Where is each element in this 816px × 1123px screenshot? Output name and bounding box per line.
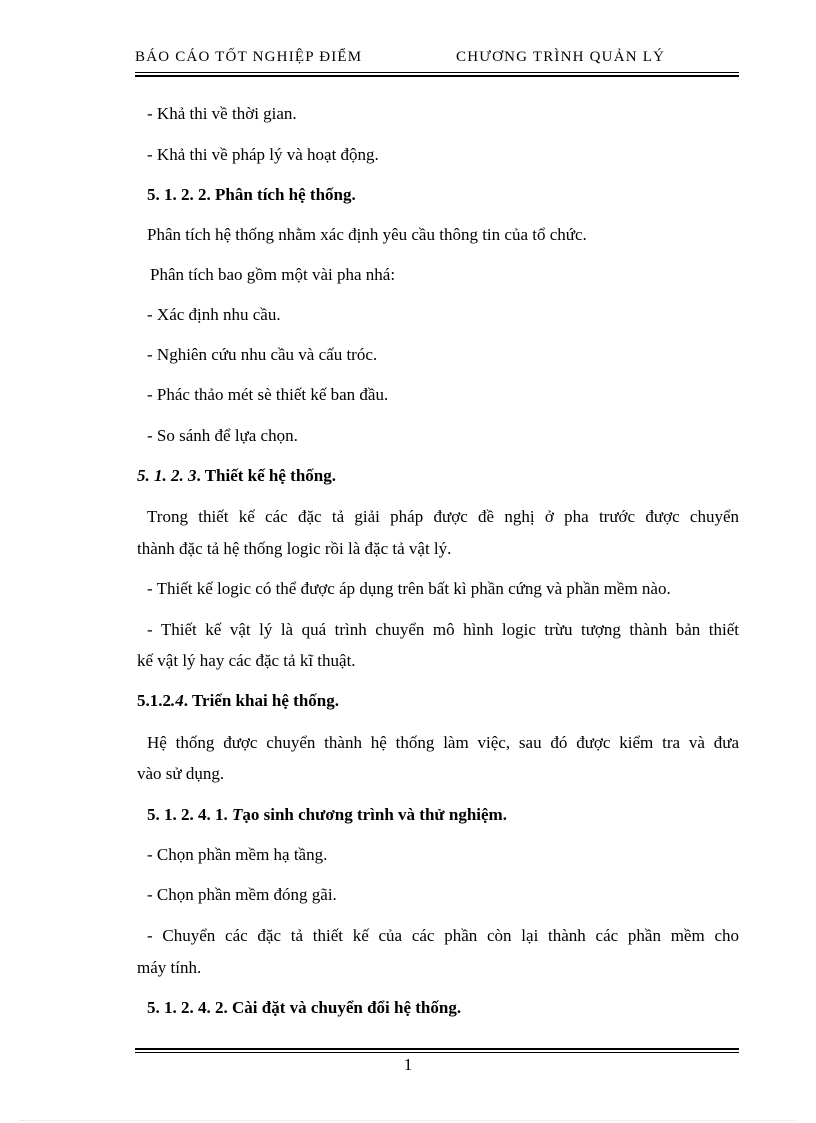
text-line: - Khả thi về pháp lý và hoạt động. [147, 145, 379, 164]
text-line: thành đặc tả hệ thống logic rồi là đặc tả vật lý. [137, 539, 452, 558]
text-line: Trong thiết kế các đặc tả giải pháp được đề nghị ở pha trước được chuyển [147, 507, 739, 526]
header-right-title: CHƯƠNG TRÌNH QUẢN LÝ [456, 49, 666, 65]
text-line: - Nghiên cứu nhu cầu và cấu tróc. [147, 345, 378, 364]
text-line: kế vật lý hay các đặc tả kĩ thuật. [137, 651, 356, 670]
text-line: Phân tích bao gồm một vài pha nhá: [150, 265, 396, 284]
section-heading-number: 5. 1. 2. 3 [137, 466, 197, 485]
section-heading-text: . Thiết kế hệ thống. [196, 466, 336, 485]
text-line: - So sánh để lựa chọn. [147, 426, 298, 445]
header-left-title: BÁO CÁO TỐT NGHIỆP ĐIỂM [135, 49, 363, 65]
section-heading-part: . Triển khai hệ thống. [183, 691, 339, 710]
text-line: - Xác định nhu cầu. [147, 305, 281, 324]
text-line: - Phác thảo mét sè thiết kế ban đầu. [147, 385, 389, 404]
text-line: Hệ thống được chuyển thành hệ thống làm việc, sau đó được kiểm tra và đưa [147, 733, 739, 752]
text-line: - Thiết kế logic có thể được áp dụng trên bất kì phần cứng và phần mềm nào. [147, 579, 671, 598]
page-edge-divider [20, 1120, 796, 1121]
text-line: - Khả thi về thời gian. [147, 104, 297, 123]
text-line: - Chọn phần mềm hạ tầng. [147, 845, 328, 864]
section-heading [137, 466, 739, 486]
section-heading [147, 805, 749, 825]
section-heading: 5. 1. 2. 2. Phân tích hệ thống. [147, 185, 356, 204]
text-line: - Chuyển các đặc tả thiết kế của các phần còn lại thành các phần mềm cho [147, 926, 739, 945]
footer-rule-thick [135, 1048, 739, 1050]
header-rule-thick [135, 75, 739, 77]
section-heading [137, 691, 739, 711]
text-line: Phân tích hệ thống nhằm xác định yêu cầu thông tin của tổ chức. [147, 225, 587, 244]
section-heading-part: ạo sinh chương trình và thử nghiệm. [242, 805, 507, 824]
text-line: - Chọn phần mềm đóng gãi. [147, 885, 337, 904]
section-heading-part: T [232, 805, 243, 824]
text-line: máy tính. [137, 958, 202, 977]
section-heading-part: 5. 1. 2. 4. 1. [147, 805, 232, 824]
page-number: 1 [403, 1055, 413, 1074]
text-line: - Thiết kế vật lý là quá trình chuyển mô hình logic trừu tượng thành bản thiết [147, 620, 739, 639]
header-rule-thin [135, 72, 739, 73]
text-line: vào sử dụng. [137, 764, 225, 783]
section-heading-part: 5.1.2 [137, 691, 171, 710]
footer-rule-thin [135, 1052, 739, 1053]
section-heading: 5. 1. 2. 4. 2. Cài đặt và chuyển đổi hệ thống. [147, 998, 462, 1017]
section-heading-part: .4 [171, 691, 184, 710]
